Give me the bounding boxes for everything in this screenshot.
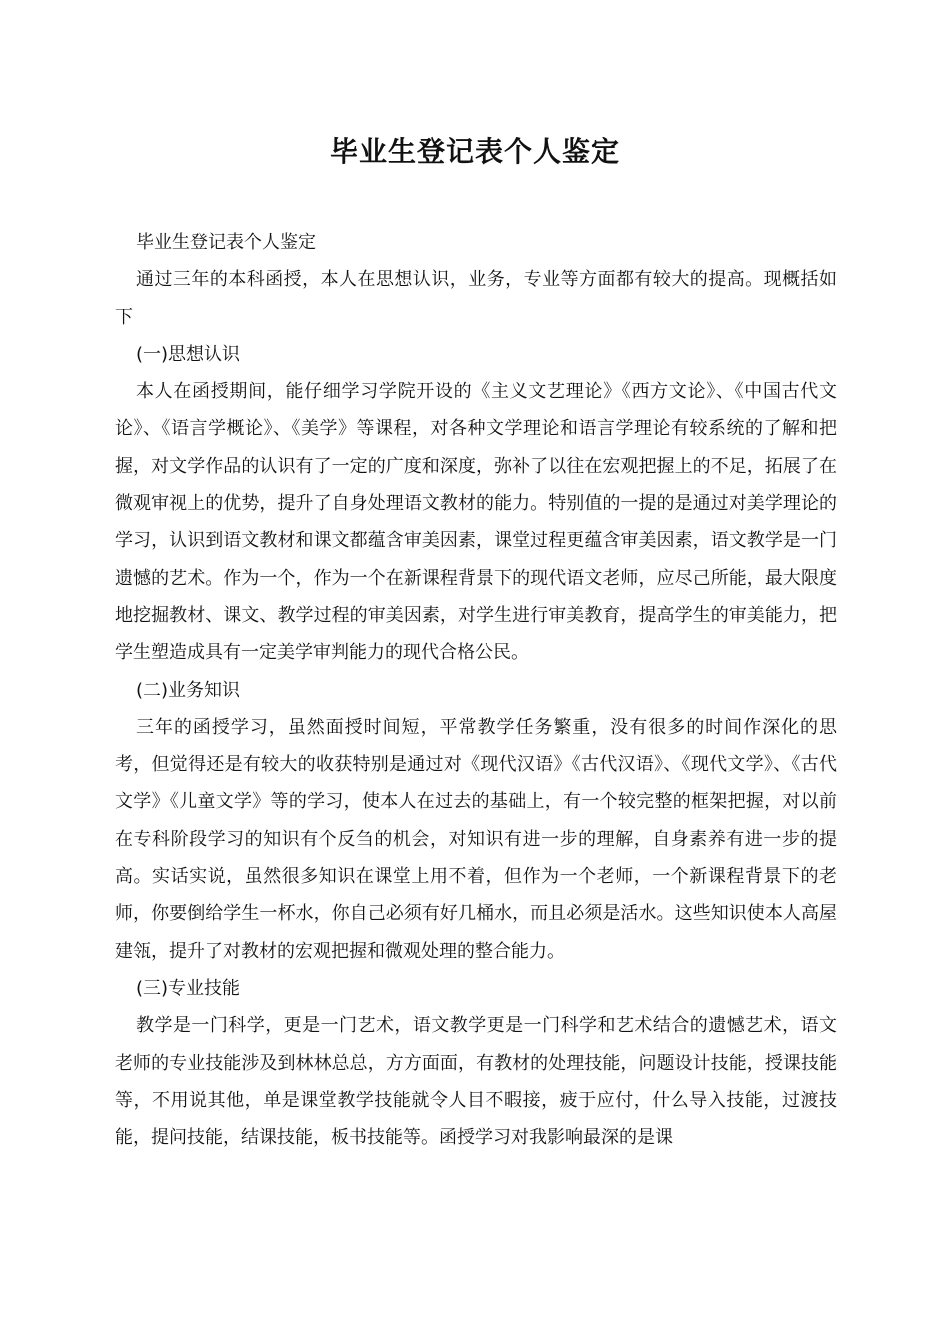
document-body — [115, 224, 837, 1156]
paragraph-intro: 通过三年的本科函授，本人在思想认识，业务，专业等方面都有较大的提高。现概括如下 — [115, 269, 837, 328]
paragraph-thought: 本人在函授期间，能仔细学习学院开设的《主义文艺理论》《西方文论》、《中国古代文论》、《语言学概论》、《美学》等课程，对各种文学理论和语言学理论有较系统的了解和把握，对文学作品的认识有了一定的广度和深度，弥补了以往在宏观把握上的不足，拓展了在微观审视上的优势，提升了自身处理语文教材的能力。特别值的一提的是通过对美学理论的学习，认识到语文教材和课文都蕴含审美因素，课堂过程更蕴含审美因素，语文教学是一门遗憾的艺术。作为一个，作为一个在新课程背景下的现代语文老师，应尽己所能，最大限度地挖掘教材、课文、教学过程的审美因素，对学生进行审美教育，提高学生的审美能力，把学生塑造成具有一定美学审判能力的现代合格公民。 — [115, 381, 837, 664]
document-title: 毕业生登记表个人鉴定 — [329, 135, 620, 168]
section-heading-knowledge: (二)业务知识 — [136, 679, 241, 701]
paragraph-knowledge: 三年的函授学习，虽然面授时间短，平常教学任务繁重，没有很多的时间作深化的思考，但觉得还是有较大的收获特别是通过对《现代汉语》《古代汉语》、《现代文学》、《古代文学》《儿童文学》等的学习，使本人在过去的基础上，有一个较完整的框架把握，对以前在专科阶段学习的知识有个反刍的机会，对知识有进一步的理解，自身素养有进一步的提高。实话实说，虽然很多知识在课堂上用不着，但作为一个老师，一个新课程背景下的老师，你要倒给学生一杯水，你自己必须有好几桶水，而且必须是活水。这些知识使本人高屋建瓴，提升了对教材的宏观把握和微观处理的整合能力。 — [115, 716, 837, 962]
paragraph-skills: 教学是一门科学，更是一门艺术，语文教学更是一门科学和艺术结合的遗憾艺术，语文老师的专业技能涉及到林林总总，方方面面，有教材的处理技能，问题设计技能，授课技能等，不用说其他，单是课堂教学技能就令人目不暇接，疲于应付，什么导入技能，过渡技能，提问技能，结课技能，板书技能等。函授学习对我影响最深的是课 — [115, 1015, 837, 1149]
section-heading-thought: (一)思想认识 — [136, 343, 241, 365]
section-heading-skills: (三)专业技能 — [136, 977, 241, 999]
paragraph-subtitle: 毕业生登记表个人鉴定 — [136, 232, 316, 253]
